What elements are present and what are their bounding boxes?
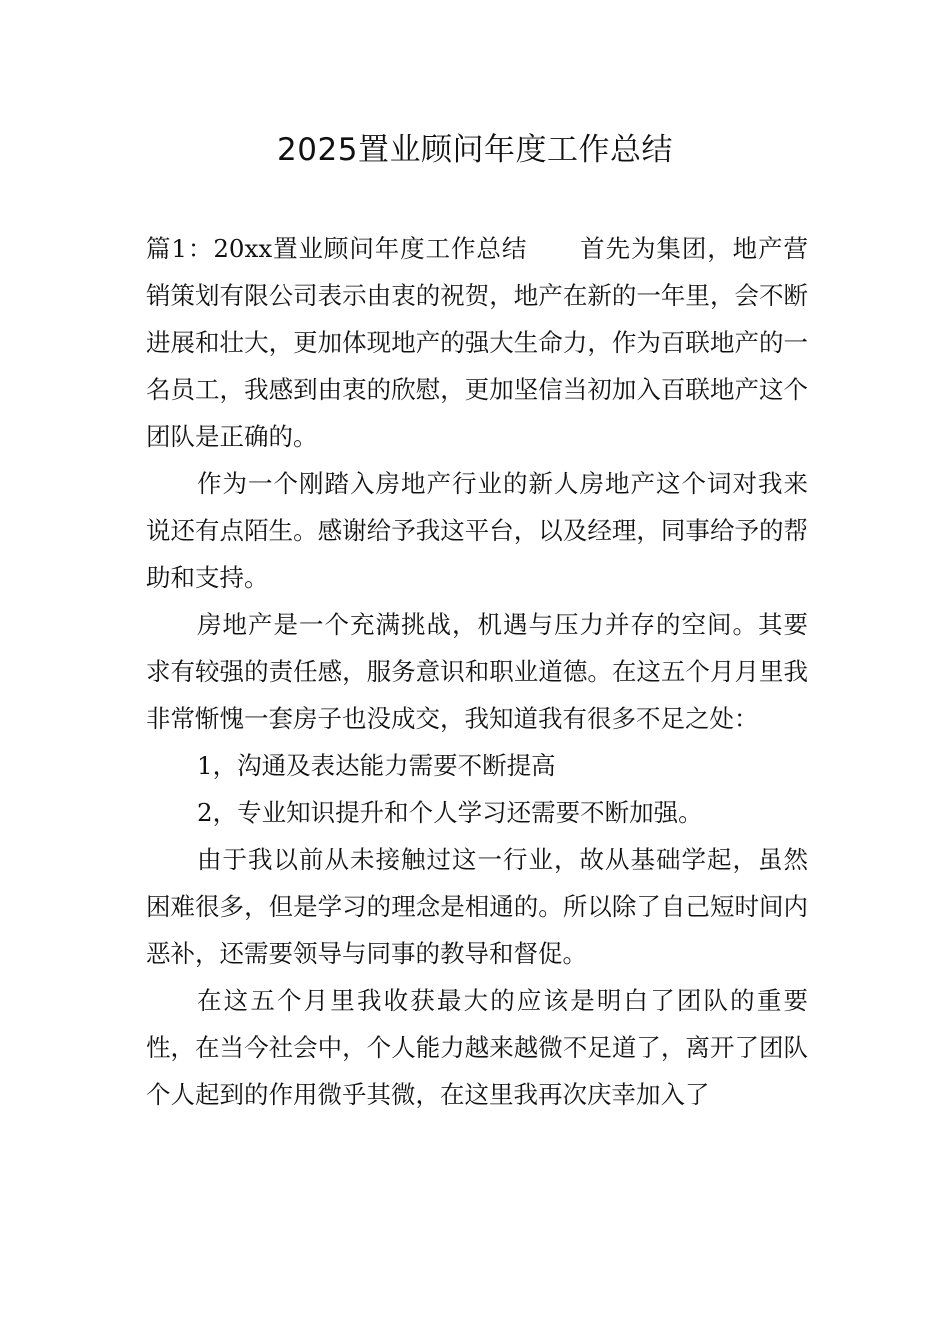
section-heading: 篇1：20xx置业顾问年度工作总结 bbox=[146, 234, 528, 263]
paragraph-teamwork: 在这五个月里我收获最大的应该是明白了团队的重要性，在当今社会中，个人能力越来越微不足道了，离开了团队个人起到的作用微乎其微，在这里我再次庆幸加入了 bbox=[146, 986, 808, 1109]
paragraph-challenges: 房地产是一个充满挑战，机遇与压力并存的空间。其要求有较强的责任感，服务意识和职业道德。在这五个月月里我非常惭愧一套房子也没成交，我知道我有很多不足之处： bbox=[146, 610, 808, 733]
list-item-knowledge: 2，专业知识提升和个人学习还需要不断加强。 bbox=[197, 798, 703, 827]
document-body bbox=[146, 225, 808, 1118]
list-item-communication: 1，沟通及表达能力需要不断提高 bbox=[197, 751, 556, 780]
intro-text: 首先为集团，地产营销策划有限公司表示由衷的祝贺，地产在新的一年里，会不断进展和壮大，更加体现地产的强大生命力，作为百联地产的一名员工，我感到由衷的欣慰，更加坚信当初加入百联地产这个团队是正确的。 bbox=[146, 234, 809, 451]
paragraph-newcomer: 作为一个刚踏入房地产行业的新人房地产这个词对我来说还有点陌生。感谢给予我这平台，以及经理，同事给予的帮助和支持。 bbox=[146, 469, 808, 592]
paragraph-intro bbox=[146, 225, 808, 460]
paragraph-learning: 由于我以前从未接触过这一行业，故从基础学起，虽然困难很多，但是学习的理念是相通的。所以除了自己短时间内恶补，还需要领导与同事的教导和督促。 bbox=[146, 845, 808, 968]
document-title: 2025置业顾问年度工作总结 bbox=[277, 132, 673, 168]
